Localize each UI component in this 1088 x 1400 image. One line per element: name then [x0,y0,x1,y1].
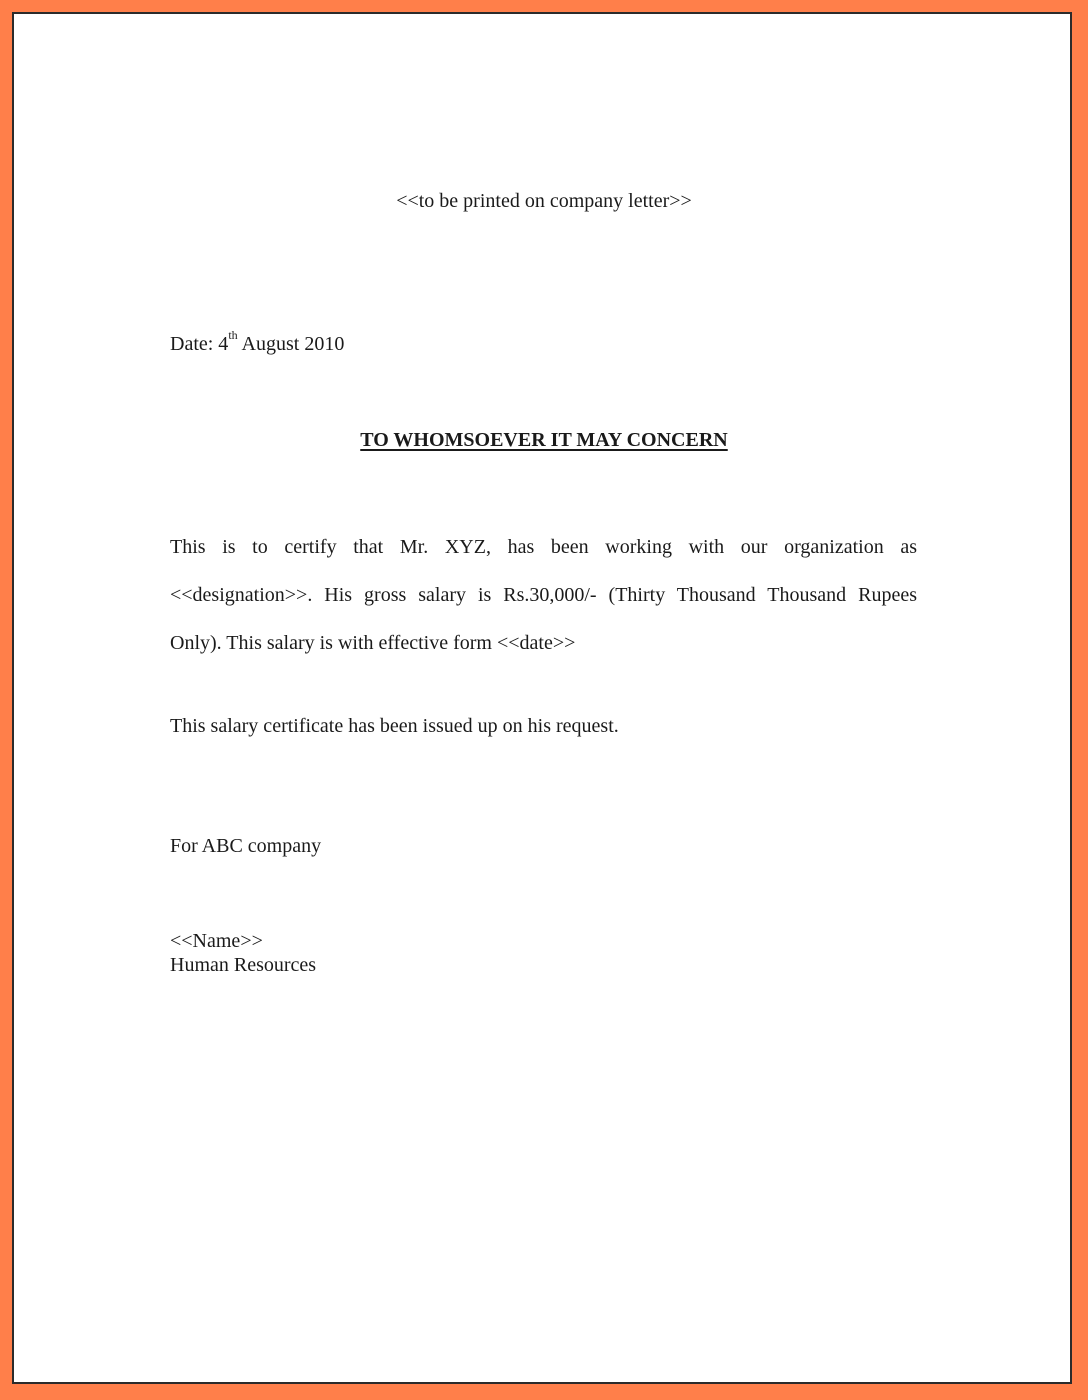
date-line [170,328,345,356]
date-label: Date: 4 [170,333,229,355]
paragraph-line-2: <<designation>>. His gross salary is Rs.30,000/- (Thirty Thousand Thousand Rupees [170,584,917,606]
paragraph-line-1: This is to certify that Mr. XYZ, has been working with our organization as [170,536,917,558]
letter-subject: TO WHOMSOEVER IT MAY CONCERN [360,429,728,451]
request-statement: This salary certificate has been issued up on his request. [170,715,619,737]
date-ordinal-suffix: th [228,328,238,342]
date-month-year: August 2010 [237,333,345,355]
letter-page [12,12,1072,1384]
letterhead-placeholder: <<to be printed on company letter>> [396,190,692,212]
paragraph-line-3: Only). This salary is with effective form <<date>> [170,632,576,654]
certificate-paragraph [170,523,917,667]
closing-company: For ABC company [170,835,322,857]
signatory-title: Human Resources [170,954,317,976]
signatory-name: <<Name>> [170,930,263,952]
